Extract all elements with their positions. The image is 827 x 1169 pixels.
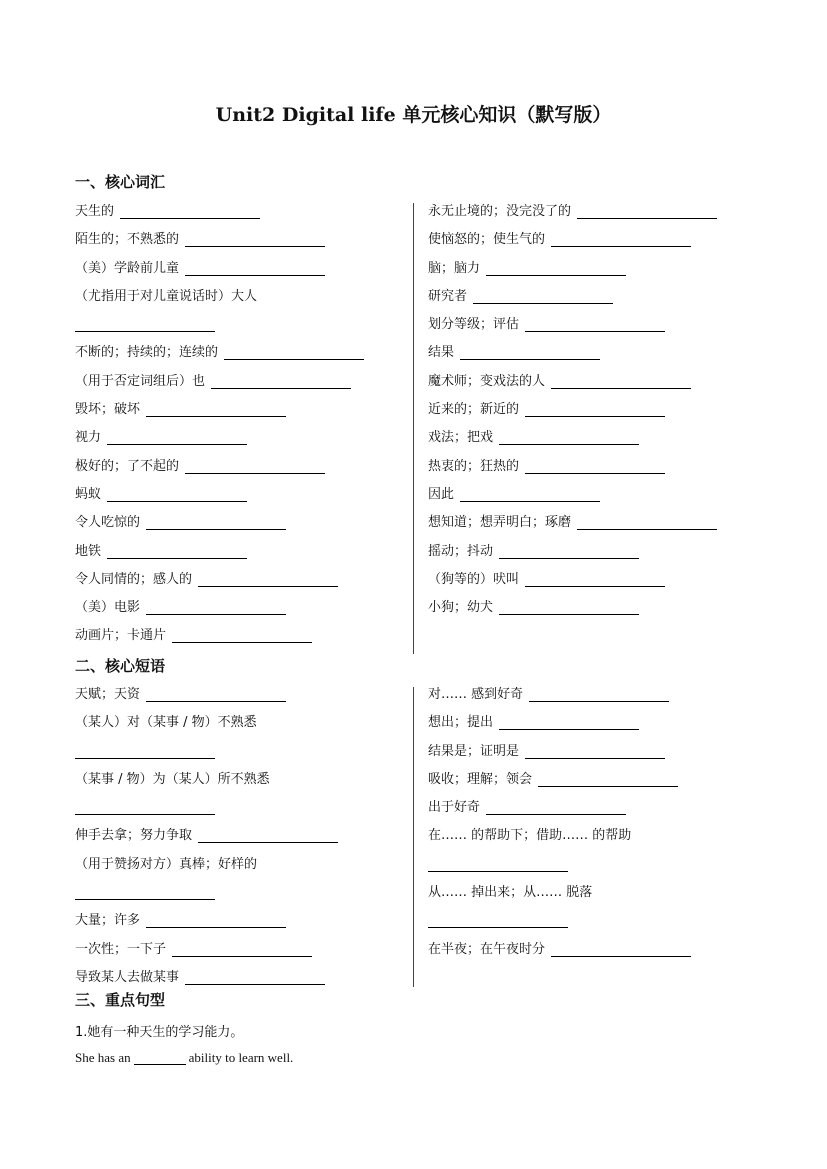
answer-blank[interactable] xyxy=(134,1051,186,1065)
item-label: 近来的；新近的 xyxy=(428,402,520,418)
item-label: 因此 xyxy=(428,486,455,502)
sentence-1-english-before: She has an xyxy=(75,1050,131,1065)
vocab-item xyxy=(428,538,717,566)
section-heading-sentences: 三、重点句型 xyxy=(75,991,166,1009)
item-label: （某人）对（某事 / 物）不熟悉 xyxy=(75,715,257,731)
answer-blank[interactable] xyxy=(525,459,665,474)
item-label: 令人同情的；感人的 xyxy=(75,571,193,587)
item-label: 蚂蚁 xyxy=(75,486,102,502)
vocab-item xyxy=(428,226,717,254)
vocab-item xyxy=(75,226,364,254)
item-label: 想知道；想弄明白；琢磨 xyxy=(428,515,572,531)
vocab-item xyxy=(428,283,717,311)
item-label: 导致某人去做某事 xyxy=(75,969,180,985)
item-label: （狗等的）吠叫 xyxy=(428,571,520,587)
sentence-1-chinese: 1.她有一种天生的学习能力。 xyxy=(75,1025,244,1040)
answer-blank[interactable] xyxy=(460,487,600,502)
answer-blank[interactable] xyxy=(473,289,613,304)
answer-blank[interactable] xyxy=(75,317,215,332)
vocab-item xyxy=(428,566,717,594)
phrase-item xyxy=(428,766,691,794)
item-label: 地铁 xyxy=(75,543,102,559)
item-label: 对…… 感到好奇 xyxy=(428,687,524,702)
phrase-item xyxy=(428,879,691,907)
answer-blank[interactable] xyxy=(551,232,691,247)
phrase-item xyxy=(428,851,691,879)
answer-blank[interactable] xyxy=(120,204,260,219)
answer-blank[interactable] xyxy=(198,572,338,587)
phrase-item xyxy=(428,822,691,850)
item-label: （某事 / 物）为（某人）所不熟悉 xyxy=(75,771,270,787)
item-label: 陌生的；不熟悉的 xyxy=(75,232,180,248)
page-title: Unit2 Digital life 单元核心知识（默写版） xyxy=(215,104,612,126)
item-label: （尤指用于对儿童说话时）大人 xyxy=(75,288,258,304)
phrase-item xyxy=(75,822,338,850)
answer-blank[interactable] xyxy=(185,232,325,247)
answer-blank[interactable] xyxy=(486,800,626,815)
vocab-item xyxy=(75,283,364,311)
answer-blank[interactable] xyxy=(525,317,665,332)
sentence-1-english xyxy=(75,1050,293,1066)
vocab-item xyxy=(428,396,717,424)
vocab-item xyxy=(428,594,717,622)
item-label: 使恼怒的；使生气的 xyxy=(428,232,546,248)
answer-blank[interactable] xyxy=(551,942,691,957)
vocab-item xyxy=(75,594,364,622)
phrase-item xyxy=(75,936,338,964)
vocab-item xyxy=(75,198,364,226)
answer-blank[interactable] xyxy=(185,459,325,474)
item-label: 永无止境的；没完没了的 xyxy=(428,204,572,219)
answer-blank[interactable] xyxy=(107,487,247,502)
answer-blank[interactable] xyxy=(172,942,312,957)
answer-blank[interactable] xyxy=(107,430,247,445)
phrase-item xyxy=(75,709,338,737)
answer-blank[interactable] xyxy=(486,261,626,276)
phrase-item xyxy=(428,709,691,737)
item-label: 一次性；一下子 xyxy=(75,941,167,957)
vocab-list-right xyxy=(428,198,717,622)
phrase-item xyxy=(428,681,691,709)
answer-blank[interactable] xyxy=(577,515,717,530)
item-label: 动画片；卡通片 xyxy=(75,628,167,644)
item-label: 摇动；抖动 xyxy=(428,543,494,559)
item-label: 不断的；持续的；连续的 xyxy=(75,345,219,361)
answer-blank[interactable] xyxy=(499,544,639,559)
answer-blank[interactable] xyxy=(146,913,286,928)
answer-blank[interactable] xyxy=(499,600,639,615)
vocab-item xyxy=(75,396,364,424)
item-label: 脑；脑力 xyxy=(428,260,481,276)
phrase-item xyxy=(75,681,338,709)
column-divider xyxy=(413,203,414,654)
item-label: 划分等级；评估 xyxy=(428,317,520,333)
vocab-item xyxy=(428,311,717,339)
vocab-item xyxy=(428,339,717,367)
answer-blank[interactable] xyxy=(525,744,665,759)
answer-blank[interactable] xyxy=(146,600,286,615)
item-label: 毁坏；破坏 xyxy=(75,402,141,418)
phrase-item xyxy=(75,738,338,766)
answer-blank[interactable] xyxy=(577,204,717,219)
vocab-item xyxy=(75,368,364,396)
section-heading-vocab: 一、核心词汇 xyxy=(75,173,166,191)
item-label: 小狗；幼犬 xyxy=(428,600,494,616)
phrase-list-right xyxy=(428,681,691,964)
item-label: 魔术师；变戏法的人 xyxy=(428,373,546,389)
vocab-item xyxy=(75,453,364,481)
item-label: 结果 xyxy=(428,345,455,361)
answer-blank[interactable] xyxy=(428,857,568,872)
vocab-item xyxy=(428,481,717,509)
answer-blank[interactable] xyxy=(185,970,325,985)
item-label: 视力 xyxy=(75,430,102,446)
item-label: 研究者 xyxy=(428,288,468,304)
vocab-list-left xyxy=(75,198,364,651)
vocab-item xyxy=(428,453,717,481)
phrase-item xyxy=(428,936,691,964)
vocab-item xyxy=(75,538,364,566)
section-heading-phrases: 二、核心短语 xyxy=(75,657,166,675)
answer-blank[interactable] xyxy=(146,515,286,530)
answer-blank[interactable] xyxy=(185,261,325,276)
item-label: （美）电影 xyxy=(75,600,141,616)
answer-blank[interactable] xyxy=(211,374,351,389)
answer-blank[interactable] xyxy=(146,402,286,417)
item-label: （用于否定词组后）也 xyxy=(75,373,206,389)
phrase-item xyxy=(428,738,691,766)
answer-blank[interactable] xyxy=(525,402,665,417)
item-label: 在…… 的帮助下；借助…… 的帮助 xyxy=(428,828,632,844)
item-label: （美）学龄前儿童 xyxy=(75,260,180,276)
phrase-item xyxy=(428,794,691,822)
answer-blank[interactable] xyxy=(529,687,669,702)
answer-blank[interactable] xyxy=(75,744,215,759)
item-label: 热衷的；狂热的 xyxy=(428,458,520,474)
vocab-item xyxy=(428,509,717,537)
vocab-item xyxy=(428,368,717,396)
sentence-1-english-after: ability to learn well. xyxy=(188,1050,294,1065)
answer-blank[interactable] xyxy=(499,430,639,445)
vocab-item xyxy=(75,255,364,283)
item-label: 吸收；理解；领会 xyxy=(428,771,533,787)
vocab-item xyxy=(75,622,364,650)
vocab-item xyxy=(75,566,364,594)
answer-blank[interactable] xyxy=(499,715,639,730)
item-label: 从…… 掉出来；从…… 脱落 xyxy=(428,885,593,901)
vocab-item xyxy=(75,311,364,339)
item-label: 结果是；证明是 xyxy=(428,743,520,759)
vocab-item xyxy=(428,424,717,452)
answer-blank[interactable] xyxy=(75,885,215,900)
answer-blank[interactable] xyxy=(525,572,665,587)
column-divider xyxy=(413,687,414,987)
item-label: 令人吃惊的 xyxy=(75,515,141,531)
answer-blank[interactable] xyxy=(224,345,364,360)
answer-blank[interactable] xyxy=(428,913,568,928)
answer-blank[interactable] xyxy=(146,687,286,702)
item-label: 在半夜；在午夜时分 xyxy=(428,941,546,957)
item-label: （用于赞扬对方）真棒；好样的 xyxy=(75,856,258,872)
item-label: 大量；许多 xyxy=(75,913,141,929)
phrase-item xyxy=(75,794,338,822)
vocab-item xyxy=(75,424,364,452)
phrase-item xyxy=(75,766,338,794)
vocab-item xyxy=(428,255,717,283)
answer-blank[interactable] xyxy=(551,374,691,389)
vocab-item xyxy=(75,509,364,537)
item-label: 天赋；天资 xyxy=(75,687,141,702)
vocab-item xyxy=(75,339,364,367)
answer-blank[interactable] xyxy=(107,544,247,559)
answer-blank[interactable] xyxy=(75,800,215,815)
item-label: 天生的 xyxy=(75,204,115,219)
phrase-item xyxy=(75,907,338,935)
phrase-item xyxy=(75,879,338,907)
vocab-item xyxy=(75,481,364,509)
item-label: 戏法；把戏 xyxy=(428,430,494,446)
phrase-list-left xyxy=(75,681,338,992)
item-label: 出于好奇 xyxy=(428,800,481,816)
answer-blank[interactable] xyxy=(198,828,338,843)
answer-blank[interactable] xyxy=(538,772,678,787)
answer-blank[interactable] xyxy=(460,345,600,360)
vocab-item xyxy=(428,198,717,226)
answer-blank[interactable] xyxy=(172,628,312,643)
item-label: 想出；提出 xyxy=(428,715,494,731)
phrase-item xyxy=(428,907,691,935)
item-label: 极好的；了不起的 xyxy=(75,458,180,474)
phrase-item xyxy=(75,851,338,879)
item-label: 伸手去拿；努力争取 xyxy=(75,828,193,844)
